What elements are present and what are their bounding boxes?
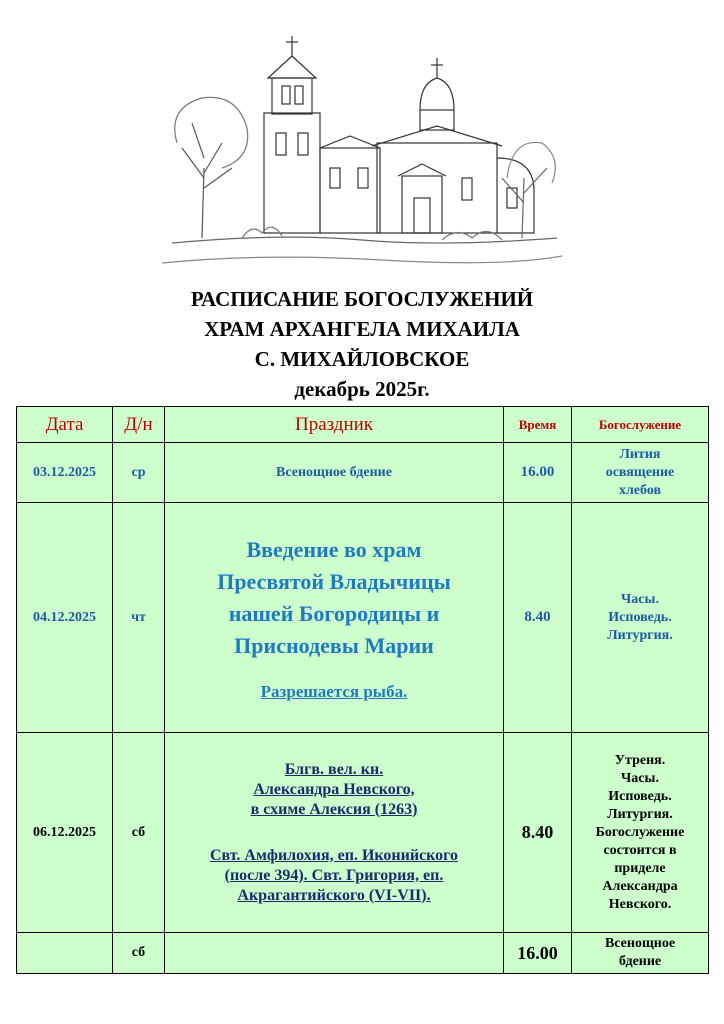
service-line: приделе — [614, 860, 666, 876]
title-block — [0, 284, 724, 404]
holiday-line: Свт. Амфилохия, еп. Иконийского — [209, 846, 459, 864]
row-holiday — [165, 503, 504, 733]
table-row — [17, 443, 709, 503]
row-service — [572, 933, 709, 974]
holiday-line: Приснодевы Марии — [234, 632, 434, 658]
service-line: Богослужение — [595, 824, 685, 840]
service-line: состоится в — [603, 842, 677, 858]
service-line: хлебов — [618, 482, 662, 498]
fasting-note: Разрешается рыба. — [260, 681, 408, 701]
row-dow: сб — [113, 733, 165, 933]
church-name: ХРАМ АРХАНГЕЛА МИХАИЛА — [204, 317, 520, 341]
service-line: Литургия. — [607, 627, 673, 643]
holiday-line: нашей Богородицы и — [228, 600, 440, 626]
schedule-table — [16, 406, 709, 974]
row-service — [572, 443, 709, 503]
service-line: Исповедь. — [608, 609, 672, 625]
row-date: 04.12.2025 — [17, 503, 113, 733]
header-holiday: Праздник — [165, 407, 504, 443]
service-line: Всенощное — [604, 936, 676, 951]
row-holiday: Всенощное бдение — [165, 443, 504, 503]
table-row — [17, 933, 709, 974]
header-time: Время — [504, 407, 572, 443]
holiday-line: Введение во храм — [246, 536, 422, 562]
table-header-row — [17, 407, 709, 443]
service-line: Литургия. — [607, 806, 673, 822]
row-holiday — [165, 733, 504, 933]
church-illustration — [162, 28, 562, 278]
row-time: 16.00 — [504, 443, 572, 503]
schedule-title: РАСПИСАНИЕ БОГОСЛУЖЕНИЙ — [190, 287, 534, 311]
row-time: 16.00 — [504, 933, 572, 974]
month-label: декабрь 2025г. — [294, 377, 430, 401]
row-service — [572, 733, 709, 933]
row-date: 03.12.2025 — [17, 443, 113, 503]
row-dow: сб — [113, 933, 165, 974]
service-line: Утреня. — [614, 752, 666, 768]
service-line: Часы. — [621, 770, 659, 786]
header-date: Дата — [17, 407, 113, 443]
service-line: Часы. — [621, 591, 659, 607]
row-holiday — [165, 933, 504, 974]
service-line: освящение — [605, 464, 675, 480]
service-line: бдение — [618, 954, 662, 969]
service-line: Александра — [602, 878, 678, 894]
service-line: Лития — [619, 446, 661, 462]
row-date — [17, 933, 113, 974]
village-name: С. МИХАЙЛОВСКОЕ — [254, 347, 470, 371]
service-line: Невского. — [608, 896, 672, 912]
row-time: 8.40 — [504, 733, 572, 933]
table-row — [17, 503, 709, 733]
row-date: 06.12.2025 — [17, 733, 113, 933]
row-service — [572, 503, 709, 733]
row-dow: ср — [113, 443, 165, 503]
holiday-line: (после 394). Свт. Григория, еп. — [224, 866, 444, 884]
header-dow: Д/н — [113, 407, 165, 443]
holiday-line: в схиме Алексия (1263) — [250, 800, 418, 818]
row-dow: чт — [113, 503, 165, 733]
holiday-line: Пресвятой Владычицы — [217, 568, 451, 594]
table-row — [17, 733, 709, 933]
holiday-line: Акрагантийского (VI-VII). — [237, 886, 431, 904]
service-line: Исповедь. — [608, 788, 672, 804]
row-time: 8.40 — [504, 503, 572, 733]
holiday-line: Александра Невского, — [253, 780, 415, 798]
holiday-line: Блгв. вел. кн. — [284, 760, 384, 778]
header-service: Богослужение — [572, 407, 709, 443]
